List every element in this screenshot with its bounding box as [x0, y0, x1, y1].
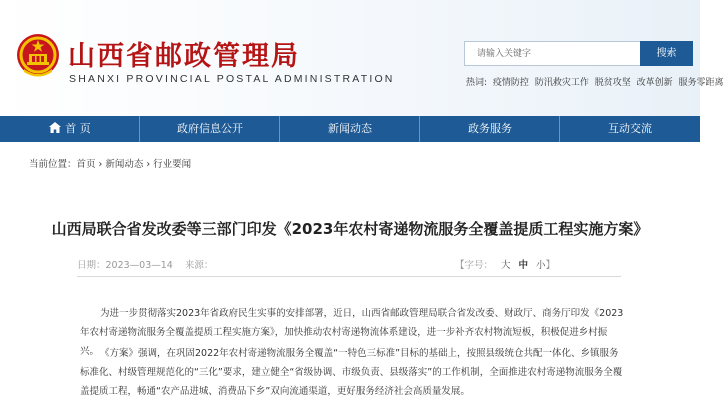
breadcrumb [29, 156, 191, 170]
breadcrumb-prefix: 当前位置： [29, 159, 77, 170]
hot-words [466, 75, 727, 88]
nav-item-label: 新闻动态 [328, 122, 372, 135]
article-paragraph: 为进一步贯彻落实2023年省政府民生实事的安排部署，近日，山西省邮政管理局联合省发改委、财政厅、商务厅印发《2023年农村寄递物流服务全覆盖提质工程实施方案》，加快推动农村寄递物流体系建设，进一步补齐农村物流短板，积极促进乡村振兴。 [80, 308, 624, 357]
search-input[interactable] [464, 41, 640, 66]
font-size-label: 【字号： [455, 260, 494, 271]
nav-item-services[interactable] [420, 116, 560, 142]
font-size-medium[interactable]: 中 [518, 260, 529, 271]
article-title: 山西局联合省发改委等三部门印发《2023年农村寄递物流服务全覆盖提质工程实施方案》 [51, 220, 649, 238]
search-box [464, 41, 693, 66]
breadcrumb-separator: › [146, 159, 151, 170]
nav-item-news[interactable] [280, 116, 420, 142]
breadcrumb-link-news[interactable]: 新闻动态 [105, 159, 144, 170]
main-nav [0, 116, 700, 142]
home-icon [49, 122, 61, 133]
nav-item-label: 首 页 [65, 122, 91, 135]
font-size-switcher [455, 257, 555, 271]
article-paragraph: 《方案》强调，在巩固2022年农村寄递物流服务全覆盖“一特色三标准”目标的基础上，按照县级统仓共配一体化、乡镇服务标准化、村级管理规范化的“三化”要求，建立健全“省级协调、市级负责、县级落实”的工作机制，全面推进农村寄递物流服务全覆盖提质工程，畅通“农产品进城、消费品下乡”双向流通渠道，更好服务经济社会高质量发展。 [80, 348, 623, 397]
nav-item-government-info[interactable] [140, 116, 280, 142]
breadcrumb-separator: › [98, 159, 103, 170]
hot-word-link[interactable]: 脱贫攻坚 [594, 78, 631, 88]
site-header [0, 0, 724, 116]
nav-item-interaction[interactable] [560, 116, 700, 142]
nav-item-label: 互动交流 [608, 122, 652, 135]
breadcrumb-link-home[interactable]: 首页 [76, 159, 96, 170]
article-meta [77, 257, 213, 271]
font-size-close: 】 [545, 260, 556, 271]
search-button[interactable]: 搜索 [640, 41, 693, 66]
site-subtitle: SHANXI PROVINCIAL POSTAL ADMINISTRATION [69, 73, 395, 85]
national-emblem-icon [16, 33, 60, 79]
font-size-large[interactable]: 大 [501, 260, 511, 271]
nav-item-label: 政务服务 [468, 122, 512, 135]
article-divider [77, 276, 621, 277]
hot-word-link[interactable]: 改革创新 [636, 78, 673, 88]
hot-word-link[interactable]: 疫情防控 [492, 78, 529, 88]
hot-word-link[interactable]: 防汛救灾工作 [534, 78, 589, 88]
hot-word-link[interactable]: 服务零距离 [678, 78, 724, 88]
font-size-small[interactable]: 小 [536, 260, 546, 271]
nav-item-label: 政府信息公开 [177, 122, 243, 135]
nav-item-home[interactable] [0, 116, 140, 142]
article-date: 日期：2023—03—14 [77, 260, 173, 271]
site-title: 山西省邮政管理局 [68, 41, 300, 72]
hot-words-label: 热词: [466, 78, 488, 88]
breadcrumb-link-industry[interactable]: 行业要闻 [153, 159, 192, 170]
article-source: 来源： [184, 260, 214, 271]
